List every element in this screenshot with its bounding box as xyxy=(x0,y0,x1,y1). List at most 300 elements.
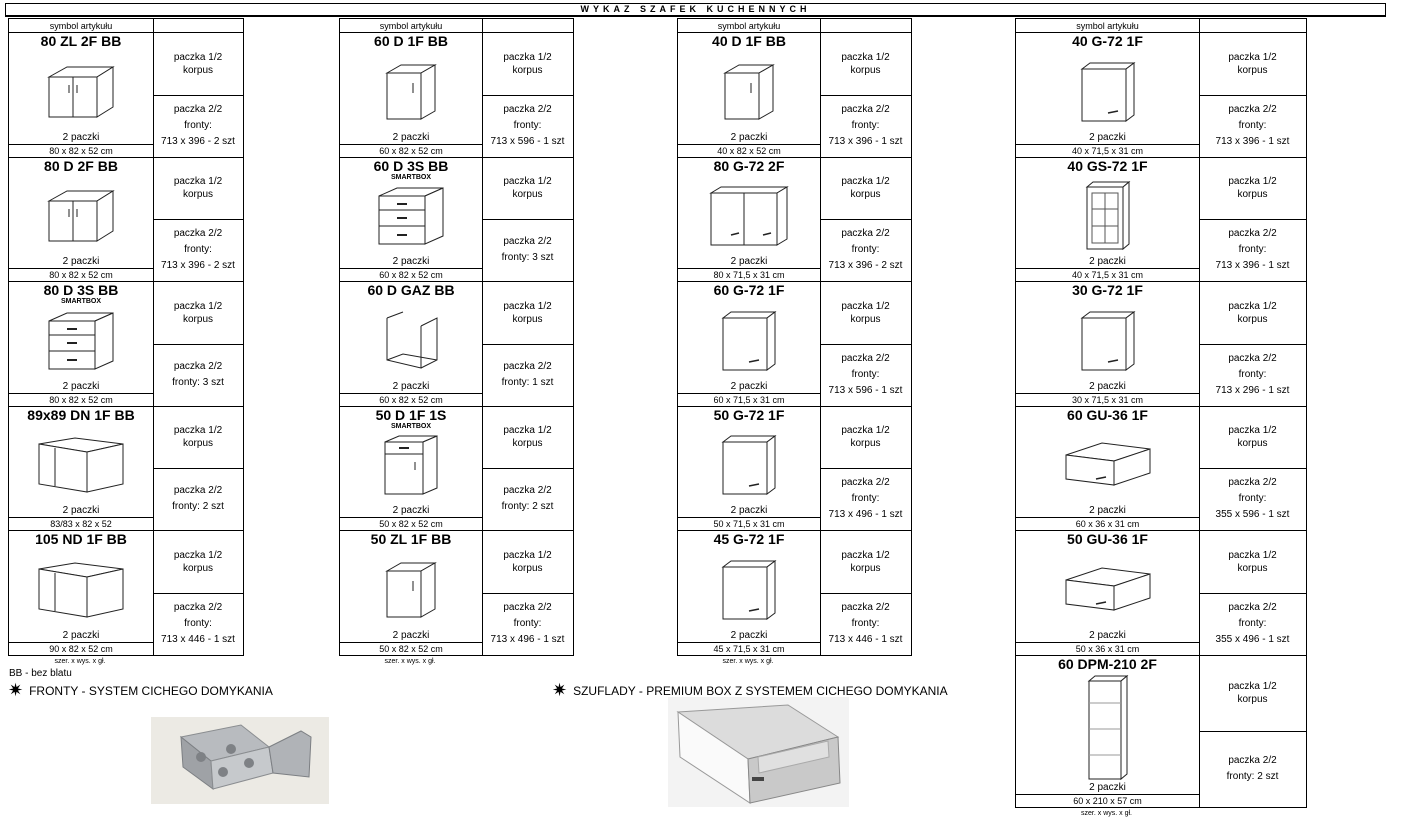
base-1-door-cabinet-icon xyxy=(678,53,820,129)
package-2-text: fronty: 1 szt xyxy=(501,376,554,388)
cabinet-dimensions: 80 x 82 x 52 cm xyxy=(9,268,153,281)
package-2-text: fronty: xyxy=(851,617,880,629)
package-1-text: paczka 1/2 xyxy=(1228,549,1277,561)
package-1-text: korpus xyxy=(182,562,213,574)
package-count: 2 paczki xyxy=(1089,256,1126,267)
cabinet-info xyxy=(340,531,483,655)
package-1 xyxy=(153,531,243,594)
page-title: WYKAZ SZAFEK KUCHENNYCH xyxy=(5,3,1386,17)
package-2-text: 713 x 396 - 1 szt xyxy=(1215,260,1290,272)
package-2 xyxy=(482,219,573,281)
package-2 xyxy=(153,593,243,655)
package-2-text: paczka 2/2 xyxy=(841,228,890,240)
cabinet-symbol: 60 DPM-210 2F xyxy=(1058,655,1157,672)
package-count: 2 paczki xyxy=(62,380,100,392)
package-info xyxy=(153,531,243,655)
hinge-photo xyxy=(151,717,329,804)
column-header-label: symbol artykułu xyxy=(678,19,821,33)
cabinet-symbol: 80 D 2F BB xyxy=(44,157,118,174)
package-1-text: paczka 1/2 xyxy=(503,549,552,561)
package-2-text: fronty: 2 szt xyxy=(501,501,554,513)
package-2-text: 713 x 496 - 1 szt xyxy=(490,633,565,645)
cabinet-dimensions: 60 x 71,5 x 31 cm xyxy=(678,393,820,406)
star-burst-icon: ✷ xyxy=(552,680,568,700)
package-2 xyxy=(482,593,573,655)
cabinet-info xyxy=(678,407,821,531)
package-count: 2 paczki xyxy=(1089,131,1126,143)
column-header-label: symbol artykułu xyxy=(1016,19,1200,33)
cabinet-row xyxy=(1015,655,1307,808)
package-2 xyxy=(1199,468,1306,530)
cabinet-row xyxy=(677,157,912,283)
cabinet-dimensions: 40 x 71,5 x 31 cm xyxy=(1016,144,1199,157)
cabinet-row xyxy=(1015,530,1307,656)
cabinet-info xyxy=(340,407,483,531)
corner-cabinet-icon xyxy=(9,551,153,627)
column-header-label: symbol artykułu xyxy=(9,19,154,33)
package-1 xyxy=(820,158,911,221)
package-1 xyxy=(820,282,911,345)
smartbox-label: SMARTBOX xyxy=(390,173,432,181)
cabinet-row xyxy=(8,157,244,283)
cabinet-info xyxy=(9,33,154,157)
cabinet-info xyxy=(1016,282,1200,406)
package-1 xyxy=(1199,407,1306,470)
package-1-text: korpus xyxy=(512,562,543,574)
package-2-text: paczka 2/2 xyxy=(1228,477,1277,489)
cabinet-info xyxy=(340,282,483,406)
package-info xyxy=(153,158,243,282)
tall-cabinet-icon xyxy=(1016,676,1199,779)
package-info xyxy=(820,33,911,157)
package-info xyxy=(482,282,573,406)
package-1-text: korpus xyxy=(850,562,881,574)
base-1-door-cabinet-icon xyxy=(340,53,482,129)
star-burst-icon: ✷ xyxy=(8,680,24,700)
cabinet-dimensions: 60 x 82 x 52 cm xyxy=(340,268,482,281)
cabinet-dimensions: 90 x 82 x 52 cm xyxy=(9,642,153,655)
cabinet-row xyxy=(8,406,244,532)
cabinet-symbol: 60 D GAZ BB xyxy=(367,282,455,298)
package-2-text: fronty: 3 szt xyxy=(501,252,554,264)
cabinet-row xyxy=(339,32,574,158)
cabinet-symbol: 60 G-72 1F xyxy=(713,282,785,298)
cabinet-dimensions: 30 x 71,5 x 31 cm xyxy=(1016,393,1199,406)
package-1-text: korpus xyxy=(512,64,543,76)
package-info xyxy=(820,158,911,282)
package-2-text: fronty: xyxy=(184,244,212,256)
package-2 xyxy=(482,344,573,406)
package-1-text: paczka 1/2 xyxy=(173,51,223,63)
base-1-door-cabinet-icon xyxy=(340,551,482,627)
wall-2-door-cabinet-icon xyxy=(678,178,820,254)
package-1-text: paczka 1/2 xyxy=(503,176,552,188)
package-1-text: paczka 1/2 xyxy=(173,176,223,188)
package-info xyxy=(1199,531,1306,655)
cabinet-symbol: 50 GU-36 1F xyxy=(1067,531,1148,547)
package-2-text: fronty: xyxy=(1238,368,1267,380)
wall-1-door-cabinet-icon xyxy=(678,551,820,627)
package-1-text: korpus xyxy=(1237,64,1268,76)
cabinet-dimensions: 80 x 82 x 52 cm xyxy=(9,393,153,406)
package-2-text: paczka 2/2 xyxy=(1228,754,1277,766)
package-1 xyxy=(482,531,573,594)
package-count: 2 paczki xyxy=(392,380,430,392)
cabinet-dimensions: 45 x 71,5 x 31 cm xyxy=(678,642,820,655)
package-info xyxy=(820,531,911,655)
cabinet-row xyxy=(677,406,912,532)
cabinet-info xyxy=(1016,158,1200,282)
package-2-text: fronty: xyxy=(1238,119,1267,131)
cabinet-symbol: 40 GS-72 1F xyxy=(1067,157,1148,174)
package-1-text: korpus xyxy=(850,313,881,325)
package-count: 2 paczki xyxy=(392,629,430,641)
package-info xyxy=(482,158,573,282)
package-2-text: paczka 2/2 xyxy=(1228,228,1277,240)
cabinet-symbol: 50 D 1F 1S xyxy=(375,406,447,423)
cabinet-symbol: 45 G-72 1F xyxy=(713,531,785,547)
package-1 xyxy=(820,531,911,594)
package-2-text: 713 x 396 - 2 szt xyxy=(828,260,903,272)
column-header xyxy=(8,18,244,33)
wall-flap-cabinet-icon xyxy=(1016,427,1199,503)
package-1 xyxy=(1199,282,1306,345)
package-1-text: paczka 1/2 xyxy=(1228,176,1277,188)
package-count: 2 paczki xyxy=(392,505,430,516)
package-2-text: fronty: xyxy=(513,119,542,131)
package-2-text: 713 x 396 - 2 szt xyxy=(161,135,235,147)
cabinet-symbol: 80 G-72 2F xyxy=(713,157,785,174)
feature-fronts xyxy=(8,680,273,701)
package-2-text: fronty: xyxy=(1238,493,1267,505)
package-info xyxy=(1199,407,1306,531)
bb-note: BB - bez blatu xyxy=(9,668,72,679)
package-2-text: paczka 2/2 xyxy=(841,103,890,115)
package-count: 2 paczki xyxy=(730,505,768,516)
package-2-text: fronty: xyxy=(851,244,880,256)
package-1-text: paczka 1/2 xyxy=(503,425,552,437)
package-1-text: korpus xyxy=(182,313,213,325)
cabinet-dimensions: 40 x 82 x 52 cm xyxy=(678,144,820,157)
package-2-text: paczka 2/2 xyxy=(173,485,223,497)
column-header xyxy=(339,18,574,33)
package-count: 2 paczki xyxy=(1089,380,1126,392)
package-1-text: korpus xyxy=(182,438,213,450)
package-1-text: korpus xyxy=(1237,189,1268,201)
package-2-text: fronty: xyxy=(184,119,212,131)
package-2-text: 713 x 496 - 1 szt xyxy=(828,509,903,521)
package-1-text: korpus xyxy=(512,313,543,325)
cabinet-row xyxy=(8,32,244,158)
package-2-text: 713 x 446 - 1 szt xyxy=(828,633,903,645)
package-info xyxy=(820,407,911,531)
cabinet-dimensions: 60 x 36 x 31 cm xyxy=(1016,517,1199,530)
package-1-text: paczka 1/2 xyxy=(841,300,890,312)
package-1-text: paczka 1/2 xyxy=(841,549,890,561)
cabinet-dimensions: 80 x 82 x 52 cm xyxy=(9,144,153,157)
wall-flap-cabinet-icon xyxy=(1016,551,1199,627)
cabinet-info xyxy=(678,531,821,655)
cabinet-row xyxy=(8,530,244,656)
package-1 xyxy=(482,158,573,221)
package-2-text: 713 x 596 - 1 szt xyxy=(828,384,903,396)
package-2-text: paczka 2/2 xyxy=(503,236,552,248)
cabinet-symbol: 40 D 1F BB xyxy=(712,33,786,49)
package-2 xyxy=(482,95,573,157)
wall-1-door-cabinet-icon xyxy=(678,302,820,378)
package-count: 2 paczki xyxy=(62,629,100,641)
package-count: 2 paczki xyxy=(730,256,768,267)
package-count: 2 paczki xyxy=(392,256,430,267)
cabinet-info xyxy=(9,407,154,531)
package-2 xyxy=(820,95,911,157)
drawer-cabinet-icon xyxy=(9,302,153,378)
package-2-text: fronty: xyxy=(184,617,212,629)
package-2-text: 713 x 446 - 1 szt xyxy=(161,633,235,645)
package-2 xyxy=(482,468,573,530)
cabinet-symbol: 105 ND 1F BB xyxy=(35,531,127,547)
cabinet-row xyxy=(677,281,912,407)
package-1-text: korpus xyxy=(182,189,213,201)
package-count: 2 paczki xyxy=(62,131,100,143)
base-2-door-cabinet-icon xyxy=(9,178,153,254)
package-2-text: fronty: xyxy=(1238,244,1267,256)
cabinet-info xyxy=(1016,33,1200,157)
package-2-text: paczka 2/2 xyxy=(503,103,552,115)
package-1-text: korpus xyxy=(850,438,881,450)
package-info xyxy=(153,407,243,531)
package-info xyxy=(482,33,573,157)
package-2 xyxy=(820,219,911,281)
cabinet-symbol: 80 ZL 2F BB xyxy=(40,33,122,49)
drawer-cabinet-icon xyxy=(340,178,482,254)
cabinet-info xyxy=(1016,656,1200,807)
package-count: 2 paczki xyxy=(392,131,430,143)
package-2-text: 713 x 296 - 1 szt xyxy=(1215,384,1290,396)
package-1-text: korpus xyxy=(182,64,213,76)
package-2-text: 355 x 596 - 1 szt xyxy=(1215,509,1290,521)
package-info xyxy=(820,282,911,406)
package-info xyxy=(1199,33,1306,157)
cabinet-info xyxy=(340,158,483,282)
package-2 xyxy=(820,344,911,406)
cabinet-info xyxy=(678,282,821,406)
package-2-text: 713 x 396 - 1 szt xyxy=(828,135,903,147)
cabinet-row xyxy=(339,406,574,532)
cabinet-row xyxy=(1015,157,1307,283)
cabinet-info xyxy=(9,531,154,655)
package-2 xyxy=(1199,593,1306,655)
column-header xyxy=(677,18,912,33)
package-1-text: paczka 1/2 xyxy=(1228,425,1277,437)
package-1-text: paczka 1/2 xyxy=(173,549,223,561)
package-1 xyxy=(153,282,243,345)
package-2-text: paczka 2/2 xyxy=(1228,601,1277,613)
wall-1-door-cabinet-icon xyxy=(1016,53,1199,129)
package-2-text: paczka 2/2 xyxy=(503,485,552,497)
cabinet-row xyxy=(677,530,912,656)
cabinet-dimensions: 50 x 71,5 x 31 cm xyxy=(678,517,820,530)
package-2-text: paczka 2/2 xyxy=(173,228,223,240)
cabinet-symbol: 80 D 3S BB xyxy=(43,282,119,298)
feature-drawers-label: SZUFLADY - PREMIUM BOX Z SYSTEMEM CICHEGO DOMYKANIA xyxy=(573,683,948,698)
cabinet-dimensions: 80 x 71,5 x 31 cm xyxy=(678,268,820,281)
dimension-legend: szer. x wys. x gł. xyxy=(722,657,774,665)
package-2-text: paczka 2/2 xyxy=(841,352,890,364)
package-2 xyxy=(153,95,243,157)
glass-door-cabinet-icon xyxy=(1016,178,1199,254)
package-2 xyxy=(153,344,243,406)
package-info xyxy=(1199,158,1306,282)
cabinet-info xyxy=(340,33,483,157)
package-1-text: korpus xyxy=(1237,694,1268,706)
cabinet-dimensions: 60 x 82 x 52 cm xyxy=(340,393,482,406)
cabinet-info xyxy=(678,158,821,282)
cabinet-row xyxy=(1015,406,1307,532)
package-1-text: paczka 1/2 xyxy=(173,425,223,437)
package-2 xyxy=(1199,344,1306,406)
package-2-text: fronty: xyxy=(513,617,542,629)
cabinet-row xyxy=(339,281,574,407)
base-2-door-cabinet-icon xyxy=(9,53,153,129)
cabinet-row xyxy=(1015,281,1307,407)
package-count: 2 paczki xyxy=(730,629,768,641)
cabinet-row xyxy=(339,157,574,283)
wall-1-door-cabinet-icon xyxy=(678,427,820,503)
package-1-text: korpus xyxy=(512,438,543,450)
package-info xyxy=(153,33,243,157)
package-2-text: fronty: 3 szt xyxy=(172,376,224,388)
cabinet-symbol: 89x89 DN 1F BB xyxy=(27,406,135,423)
package-2 xyxy=(820,593,911,655)
package-1-text: paczka 1/2 xyxy=(1228,51,1277,63)
drawer-door-cabinet-icon xyxy=(340,427,482,503)
package-count: 2 paczki xyxy=(62,256,100,267)
package-2-text: paczka 2/2 xyxy=(173,103,223,115)
package-1 xyxy=(153,33,243,96)
package-1-text: paczka 1/2 xyxy=(173,300,223,312)
cabinet-dimensions: 50 x 36 x 31 cm xyxy=(1016,642,1199,655)
package-1-text: paczka 1/2 xyxy=(1228,681,1277,693)
cabinet-info xyxy=(9,282,154,406)
cabinet-dimensions: 60 x 210 x 57 cm xyxy=(1016,794,1199,807)
package-info xyxy=(153,282,243,406)
package-2 xyxy=(1199,219,1306,281)
package-1 xyxy=(1199,158,1306,221)
cabinet-symbol: 50 ZL 1F BB xyxy=(370,531,452,547)
dimension-legend: szer. x wys. x gł. xyxy=(54,657,106,665)
column-header xyxy=(1015,18,1307,33)
package-2 xyxy=(153,219,243,281)
package-2-text: paczka 2/2 xyxy=(841,477,890,489)
cabinet-symbol: 60 GU-36 1F xyxy=(1067,406,1148,423)
package-1-text: paczka 1/2 xyxy=(841,51,890,63)
package-count: 2 paczki xyxy=(730,131,768,143)
cabinet-symbol: 60 D 1F BB xyxy=(374,33,448,49)
package-2-text: fronty: 2 szt xyxy=(172,501,224,513)
dimension-legend: szer. x wys. x gł. xyxy=(384,657,436,665)
package-2 xyxy=(1199,95,1306,157)
cabinet-symbol: 40 G-72 1F xyxy=(1072,33,1143,49)
package-count: 2 paczki xyxy=(1089,629,1126,641)
package-2-text: paczka 2/2 xyxy=(841,601,890,613)
package-info xyxy=(1199,282,1306,406)
cabinet-dimensions: 60 x 82 x 52 cm xyxy=(340,144,482,157)
package-1-text: korpus xyxy=(850,189,881,201)
package-1-text: paczka 1/2 xyxy=(503,300,552,312)
package-info xyxy=(1199,656,1306,807)
package-2-text: paczka 2/2 xyxy=(1228,352,1277,364)
cabinet-dimensions: 40 x 71,5 x 31 cm xyxy=(1016,268,1199,281)
package-count: 2 paczki xyxy=(730,380,768,392)
drawer-photo xyxy=(668,697,849,807)
column-header-label: symbol artykułu xyxy=(340,19,483,33)
package-1-text: korpus xyxy=(850,64,881,76)
package-info xyxy=(482,407,573,531)
package-2-text: paczka 2/2 xyxy=(173,360,223,372)
package-2-text: 713 x 396 - 1 szt xyxy=(1215,135,1290,147)
package-1 xyxy=(153,407,243,470)
cabinet-info xyxy=(678,33,821,157)
package-2-text: paczka 2/2 xyxy=(173,601,223,613)
package-2-text: paczka 2/2 xyxy=(503,601,552,613)
package-2-text: 713 x 596 - 1 szt xyxy=(490,135,565,147)
package-1 xyxy=(153,158,243,221)
corner-cabinet-icon xyxy=(9,427,153,503)
package-2 xyxy=(1199,731,1306,807)
package-2-text: 713 x 396 - 2 szt xyxy=(161,260,235,272)
package-1-text: korpus xyxy=(1237,438,1268,450)
package-1-text: korpus xyxy=(1237,313,1268,325)
dimension-legend: szer. x wys. x gł. xyxy=(1081,809,1132,817)
package-2-text: paczka 2/2 xyxy=(503,360,552,372)
cabinet-dimensions: 50 x 82 x 52 cm xyxy=(340,517,482,530)
package-2-text: fronty: xyxy=(851,119,880,131)
package-1 xyxy=(482,407,573,470)
cabinet-dimensions: 83/83 x 82 x 52 xyxy=(9,517,153,530)
package-1 xyxy=(482,33,573,96)
cabinet-symbol: 30 G-72 1F xyxy=(1072,282,1143,298)
cabinet-info xyxy=(9,158,154,282)
package-1 xyxy=(1199,656,1306,733)
package-count: 2 paczki xyxy=(62,505,100,516)
package-info xyxy=(482,531,573,655)
open-oven-cabinet-icon xyxy=(340,302,482,378)
package-1 xyxy=(1199,531,1306,594)
cabinet-row xyxy=(1015,32,1307,158)
package-count: 2 paczki xyxy=(1089,781,1126,793)
package-1-text: paczka 1/2 xyxy=(1228,300,1277,312)
package-1 xyxy=(1199,33,1306,96)
cabinet-row xyxy=(339,530,574,656)
package-2-text: fronty: xyxy=(1238,617,1267,629)
package-2 xyxy=(153,468,243,530)
package-2-text: paczka 2/2 xyxy=(1228,103,1277,115)
package-1-text: paczka 1/2 xyxy=(841,425,890,437)
cabinet-row xyxy=(8,281,244,407)
smartbox-label: SMARTBOX xyxy=(60,298,102,305)
package-1-text: korpus xyxy=(512,189,543,201)
package-2-text: 355 x 496 - 1 szt xyxy=(1215,633,1290,645)
package-1 xyxy=(482,282,573,345)
package-2-text: fronty: xyxy=(851,368,880,380)
package-1 xyxy=(820,407,911,470)
cabinet-symbol: 60 D 3S BB xyxy=(373,157,449,174)
package-1-text: paczka 1/2 xyxy=(503,51,552,63)
package-1-text: korpus xyxy=(1237,562,1268,574)
package-2-text: fronty: 2 szt xyxy=(1226,770,1279,782)
package-2 xyxy=(820,468,911,530)
